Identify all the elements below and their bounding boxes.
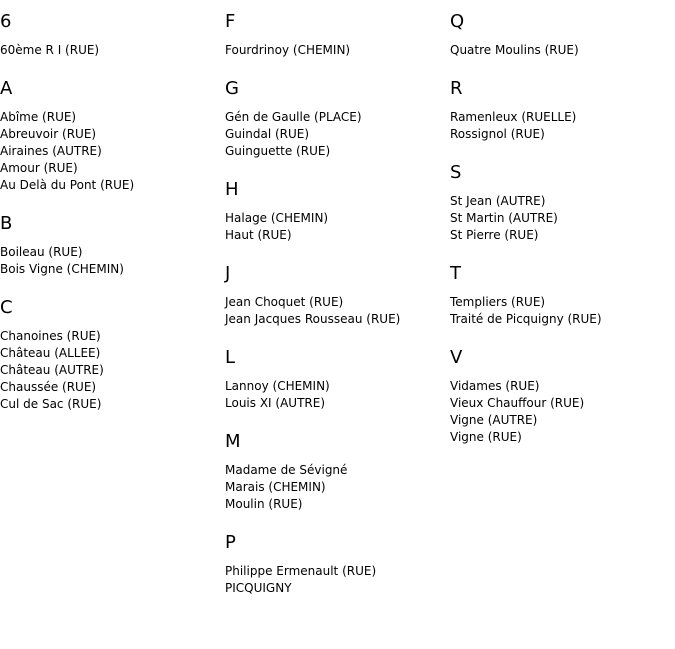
letter-section (0, 11, 220, 59)
street-link[interactable]: Quatre Moulins (RUE) (450, 43, 579, 57)
street-link[interactable]: Jean Choquet (RUE) (225, 295, 344, 309)
street-link[interactable]: Haut (RUE) (225, 228, 292, 242)
street-link[interactable]: Rossignol (RUE) (450, 127, 545, 141)
letter-section (450, 263, 670, 328)
letter-section (0, 78, 220, 194)
street-link[interactable]: Boileau (RUE) (0, 245, 83, 259)
letter-section (450, 162, 670, 244)
street-link[interactable]: Marais (CHEMIN) (225, 480, 326, 494)
street-link[interactable]: Vieux Chauffour (RUE) (450, 396, 585, 410)
letter-section (450, 78, 670, 143)
letter-heading: F (225, 11, 236, 32)
letter-section (0, 213, 220, 278)
street-link[interactable]: Vidames (RUE) (450, 379, 540, 393)
street-link[interactable]: Moulin (RUE) (225, 497, 303, 511)
letter-heading: T (450, 263, 461, 284)
letter-section (225, 347, 445, 412)
street-link[interactable]: Chanoines (RUE) (0, 329, 101, 343)
letter-section (0, 297, 220, 413)
street-link[interactable]: Vigne (RUE) (450, 430, 522, 444)
letter-heading: R (450, 78, 463, 99)
street-link[interactable]: Ramenleux (RUELLE) (450, 110, 577, 124)
street-link[interactable]: Philippe Ermenault (RUE) (225, 564, 377, 578)
letter-heading: Q (450, 11, 465, 32)
letter-heading: P (225, 532, 236, 553)
letter-heading: H (225, 179, 239, 200)
street-link[interactable]: Jean Jacques Rousseau (RUE) (225, 312, 401, 326)
letter-heading: A (0, 78, 13, 99)
street-link[interactable]: St Pierre (RUE) (450, 228, 539, 242)
street-link[interactable]: Gén de Gaulle (PLACE) (225, 110, 362, 124)
letter-heading: J (225, 263, 231, 284)
street-link[interactable]: Halage (CHEMIN) (225, 211, 329, 225)
street-link[interactable]: 60ème R I (RUE) (0, 43, 100, 57)
street-link[interactable]: PICQUIGNY (225, 581, 292, 595)
letter-heading: M (225, 431, 241, 452)
letter-heading: G (225, 78, 239, 99)
letter-section (225, 263, 445, 328)
letter-heading: V (450, 347, 463, 368)
street-link[interactable]: Abîme (RUE) (0, 110, 77, 124)
street-link[interactable]: Louis XI (AUTRE) (225, 396, 326, 410)
letter-section (225, 532, 445, 597)
letter-heading: C (0, 297, 13, 318)
street-column-2 (225, 11, 445, 616)
street-link[interactable]: Guindal (RUE) (225, 127, 310, 141)
street-link[interactable]: Lannoy (CHEMIN) (225, 379, 330, 393)
street-link[interactable]: Abreuvoir (RUE) (0, 127, 97, 141)
street-column-3 (450, 11, 670, 465)
street-link[interactable]: Traité de Picquigny (RUE) (450, 312, 602, 326)
letter-section (225, 78, 445, 160)
street-link[interactable]: Au Delà du Pont (RUE) (0, 178, 135, 192)
street-link[interactable]: St Martin (AUTRE) (450, 211, 558, 225)
letter-section (450, 347, 670, 446)
letter-heading: 6 (0, 11, 12, 32)
street-link[interactable]: Guinguette (RUE) (225, 144, 331, 158)
letter-heading: B (0, 213, 13, 234)
street-link[interactable]: Bois Vigne (CHEMIN) (0, 262, 124, 276)
street-link[interactable]: Vigne (AUTRE) (450, 413, 538, 427)
street-link[interactable]: Château (AUTRE) (0, 363, 104, 377)
street-link[interactable]: Airaines (AUTRE) (0, 144, 102, 158)
street-link[interactable]: Fourdrinoy (CHEMIN) (225, 43, 351, 57)
street-link[interactable]: St Jean (AUTRE) (450, 194, 546, 208)
letter-section (225, 11, 445, 59)
letter-section (225, 431, 445, 513)
letter-section (450, 11, 670, 59)
letter-section (225, 179, 445, 244)
street-link[interactable]: Cul de Sac (RUE) (0, 397, 102, 411)
letter-heading: S (450, 162, 462, 183)
street-link[interactable]: Chaussée (RUE) (0, 380, 97, 394)
street-link[interactable]: Château (ALLEE) (0, 346, 101, 360)
letter-heading: L (225, 347, 236, 368)
street-link[interactable]: Amour (RUE) (0, 161, 78, 175)
street-link[interactable]: Madame de Sévigné (225, 463, 348, 477)
street-column-1 (0, 11, 220, 432)
street-link[interactable]: Templiers (RUE) (450, 295, 546, 309)
